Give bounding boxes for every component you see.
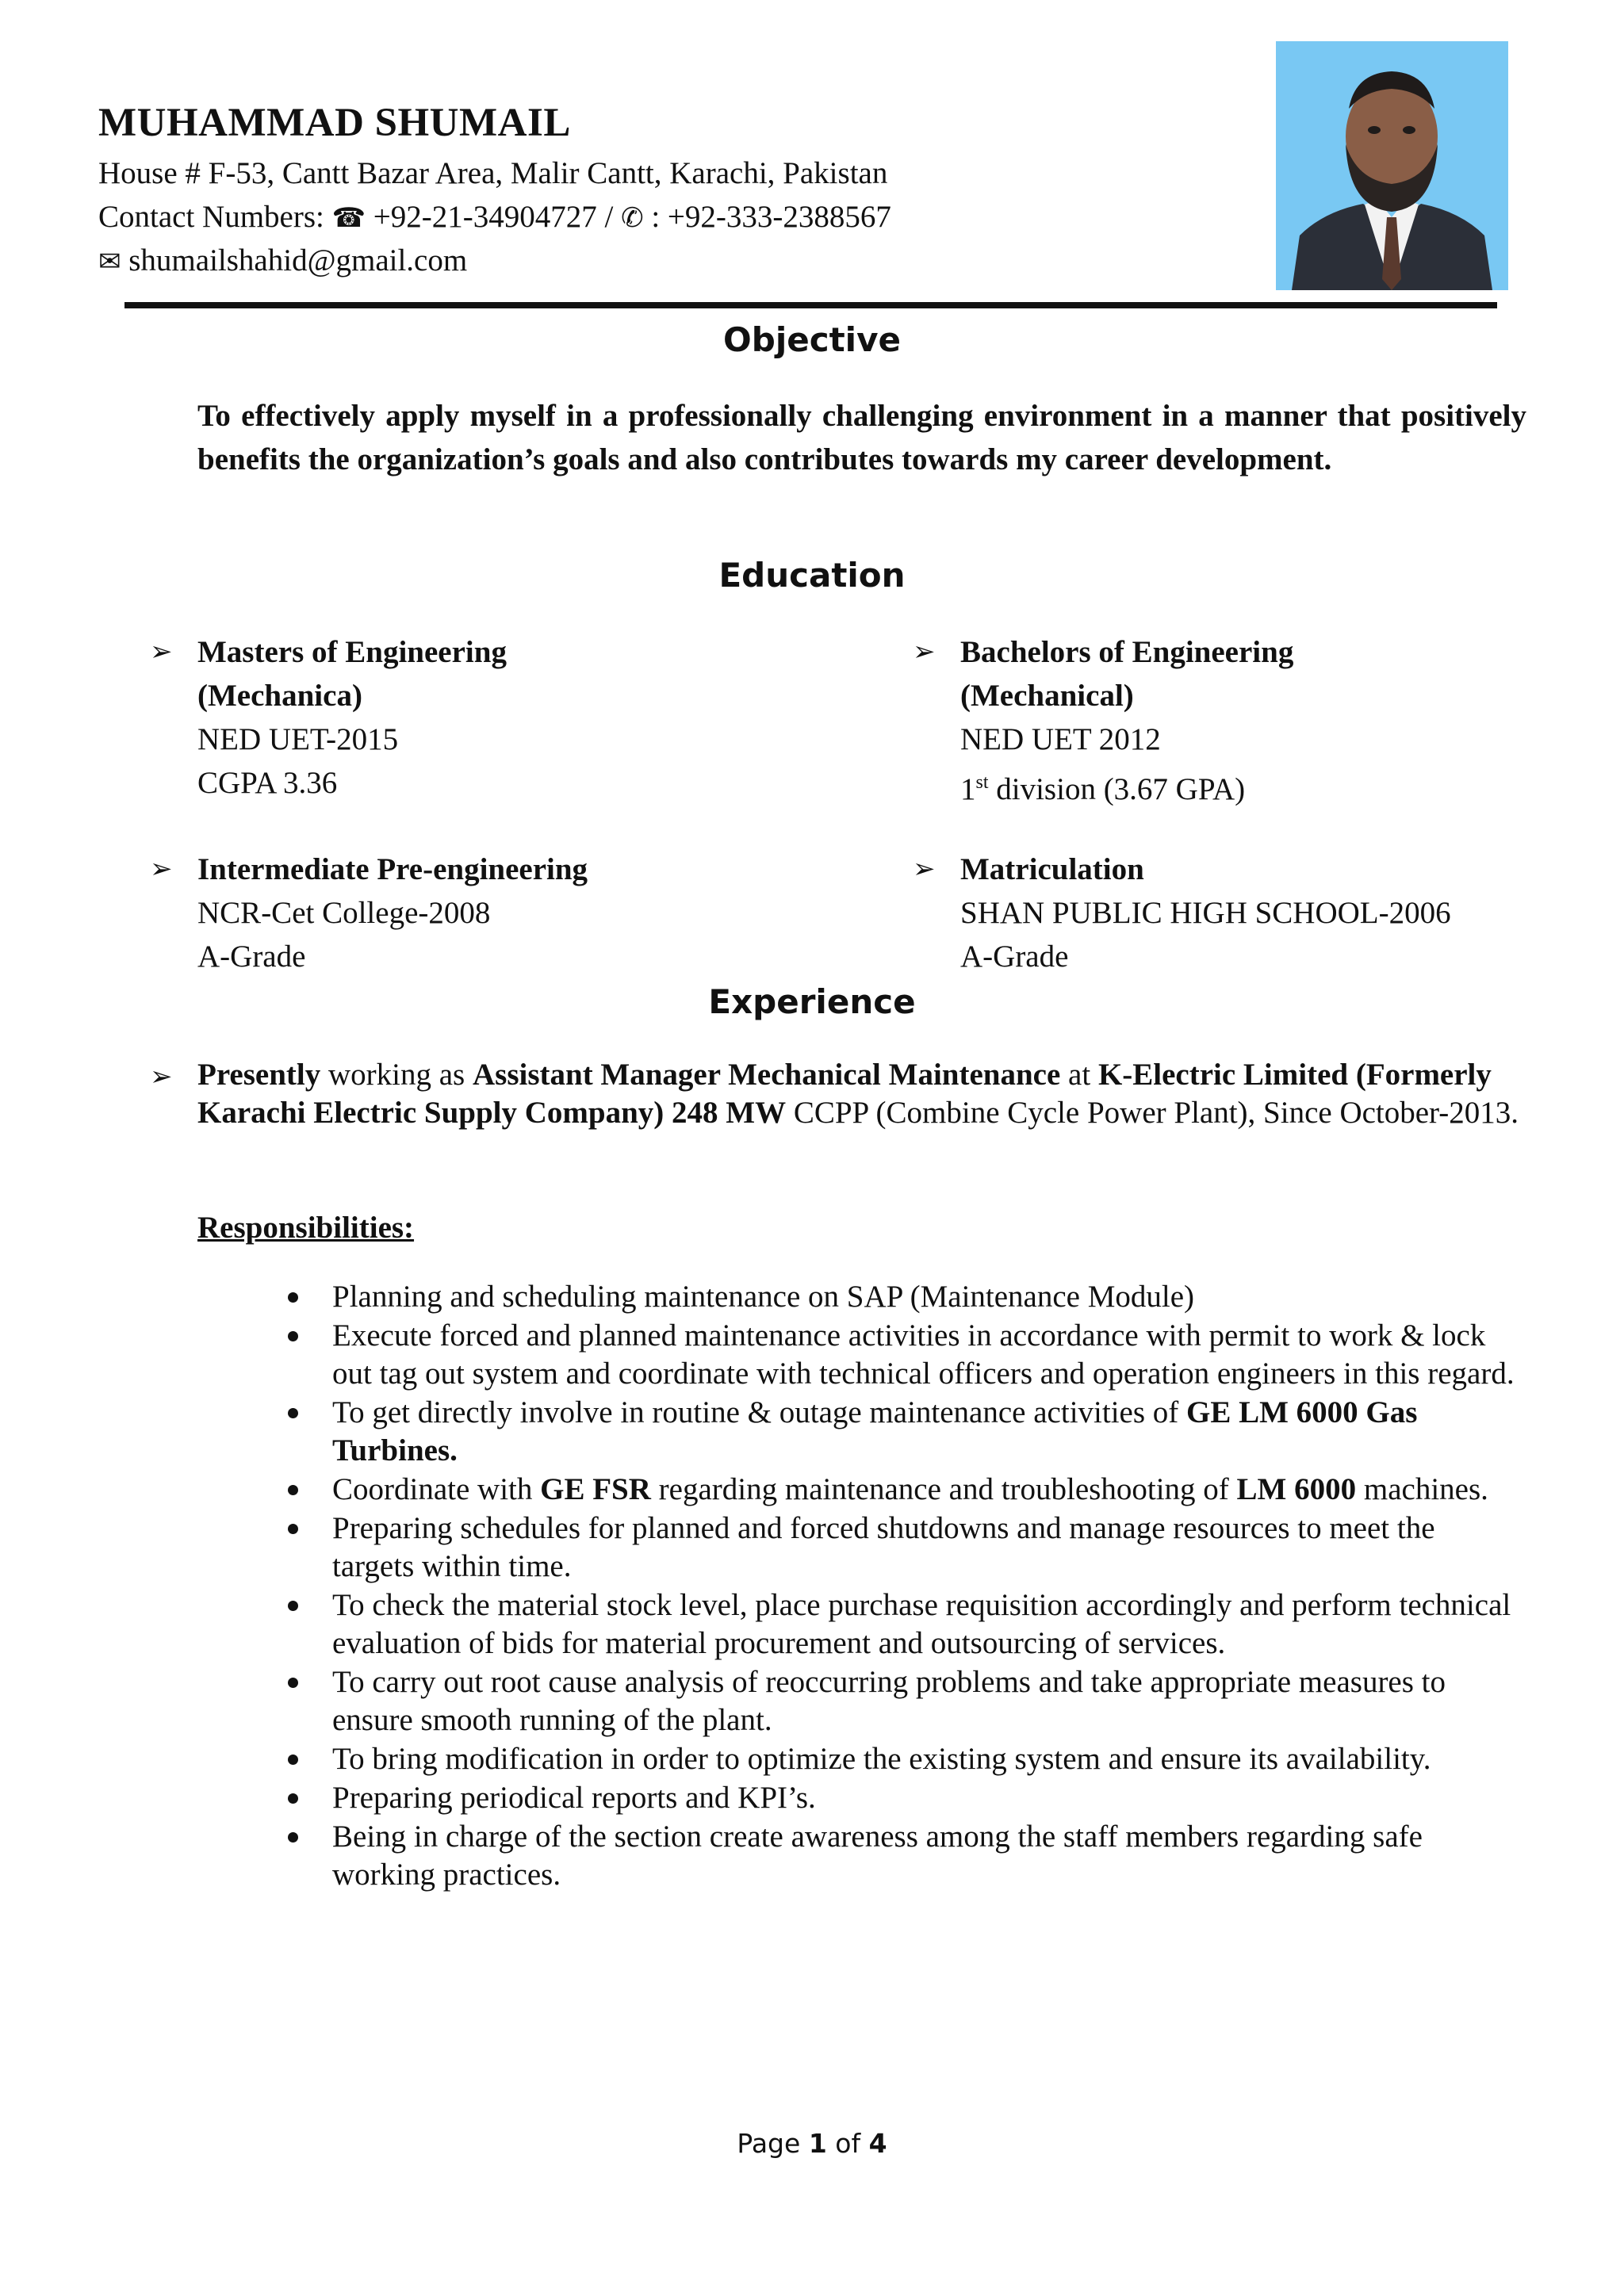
education-item-intermediate — [150, 848, 588, 978]
bullet-dot-icon — [288, 1292, 298, 1303]
experience-item: ➢ Presently working as Assistant Manager Mechanical Maintenance at K-Electric Limited (Formerly Karachi Electric Supply Company) 248 MW CCPP (Combine Cycle Power Plant), Since October-2013. — [150, 1058, 1519, 1130]
candidate-name: MUHAMMAD SHUMAIL — [98, 101, 571, 145]
objective-text: To effectively apply myself in a professionally challenging environment in a manner that positively benefits the organization’s goals and also contributes towards my career development. — [197, 399, 1526, 476]
education-item-masters — [150, 630, 507, 805]
degree-title: Intermediate Pre-engineering — [197, 852, 588, 886]
education-heading: Education — [718, 556, 906, 595]
education-item-matriculation — [913, 848, 1451, 978]
institution: NED UET 2012 — [960, 722, 1161, 756]
degree-title: Bachelors of Engineering — [960, 635, 1294, 669]
bullet-dot-icon — [288, 1601, 298, 1611]
list-item: Preparing schedules for planned and forced shutdowns and manage resources to meet the targets within time. — [332, 1510, 1522, 1586]
list-item: Being in charge of the section create awareness among the staff members regarding safe working practices. — [332, 1818, 1522, 1894]
email-address: shumailshahid@gmail.com — [128, 243, 468, 277]
email-line — [98, 243, 467, 278]
profile-photo — [1276, 41, 1508, 290]
degree-subtitle: (Mechanica) — [197, 679, 362, 713]
list-item: To carry out root cause analysis of reoccurring problems and take appropriate measures to ensure smooth running of the plant. — [332, 1663, 1522, 1739]
header-divider — [124, 302, 1497, 308]
bullet-dot-icon — [288, 1524, 298, 1534]
list-item: To bring modification in order to optimize the existing system and ensure its availability. — [332, 1740, 1522, 1778]
page-number: Page 1 of 4 — [737, 2128, 887, 2159]
contact-numbers — [98, 199, 891, 235]
bullet-dot-icon — [288, 1755, 298, 1765]
education-item-bachelors — [913, 630, 1294, 811]
list-item: Planning and scheduling maintenance on SAP (Maintenance Module) — [332, 1278, 1522, 1316]
mobile-number: : +92-333-2388567 — [651, 200, 891, 234]
grade: CGPA 3.36 — [197, 766, 338, 800]
degree-title: Masters of Engineering — [197, 635, 507, 669]
bullet-dot-icon — [288, 1485, 298, 1495]
degree-subtitle: (Mechanical) — [960, 679, 1134, 713]
mobile-phone-icon: ✆ — [621, 202, 644, 234]
bullet-dot-icon — [288, 1832, 298, 1843]
telephone-icon: ☎ — [331, 202, 366, 234]
institution: NCR-Cet College-2008 — [197, 896, 491, 930]
degree-title: Matriculation — [960, 852, 1144, 886]
list-item: To get directly involve in routine & outage maintenance activities of GE LM 6000 Gas Turbines. — [332, 1394, 1522, 1470]
list-item: Execute forced and planned maintenance activities in accordance with permit to work & lock out tag out system and coordinate with technical officers and operation engineers in this regard. — [332, 1317, 1522, 1393]
list-item: Coordinate with GE FSR regarding maintenance and troubleshooting of LM 6000 machines. — [332, 1471, 1522, 1509]
arrow-bullet-icon: ➢ — [150, 1061, 173, 1093]
contact-label: Contact Numbers: — [98, 200, 324, 234]
institution: NED UET-2015 — [197, 722, 399, 756]
arrow-bullet-icon: ➢ — [150, 853, 173, 885]
grade: A-Grade — [960, 939, 1069, 974]
envelope-icon: ✉ — [98, 246, 121, 277]
portrait-illustration — [1276, 41, 1508, 290]
arrow-bullet-icon: ➢ — [150, 636, 173, 668]
responsibilities-label: Responsibilities: — [197, 1211, 415, 1245]
objective-heading: Objective — [723, 320, 901, 359]
bullet-dot-icon — [288, 1408, 298, 1418]
arrow-bullet-icon: ➢ — [913, 636, 936, 668]
bullet-dot-icon — [288, 1793, 298, 1804]
number-separator: / — [604, 200, 614, 234]
list-item: To check the material stock level, place purchase requisition accordingly and perform technical evaluation of bids for material procurement and outsourcing of services. — [332, 1586, 1522, 1663]
list-item: Preparing periodical reports and KPI’s. — [332, 1779, 1522, 1817]
address: House # F-53, Cantt Bazar Area, Malir Cantt, Karachi, Pakistan — [98, 156, 888, 190]
experience-heading: Experience — [708, 982, 916, 1021]
bullet-dot-icon — [288, 1331, 298, 1341]
arrow-bullet-icon: ➢ — [913, 853, 936, 885]
bullet-dot-icon — [288, 1678, 298, 1688]
landline-number: +92-21-34904727 — [373, 200, 597, 234]
responsibilities-list — [332, 1278, 1522, 1895]
grade: A-Grade — [197, 939, 306, 974]
grade: 1st division (3.67 GPA) — [960, 772, 1246, 806]
institution: SHAN PUBLIC HIGH SCHOOL-2006 — [960, 896, 1451, 930]
